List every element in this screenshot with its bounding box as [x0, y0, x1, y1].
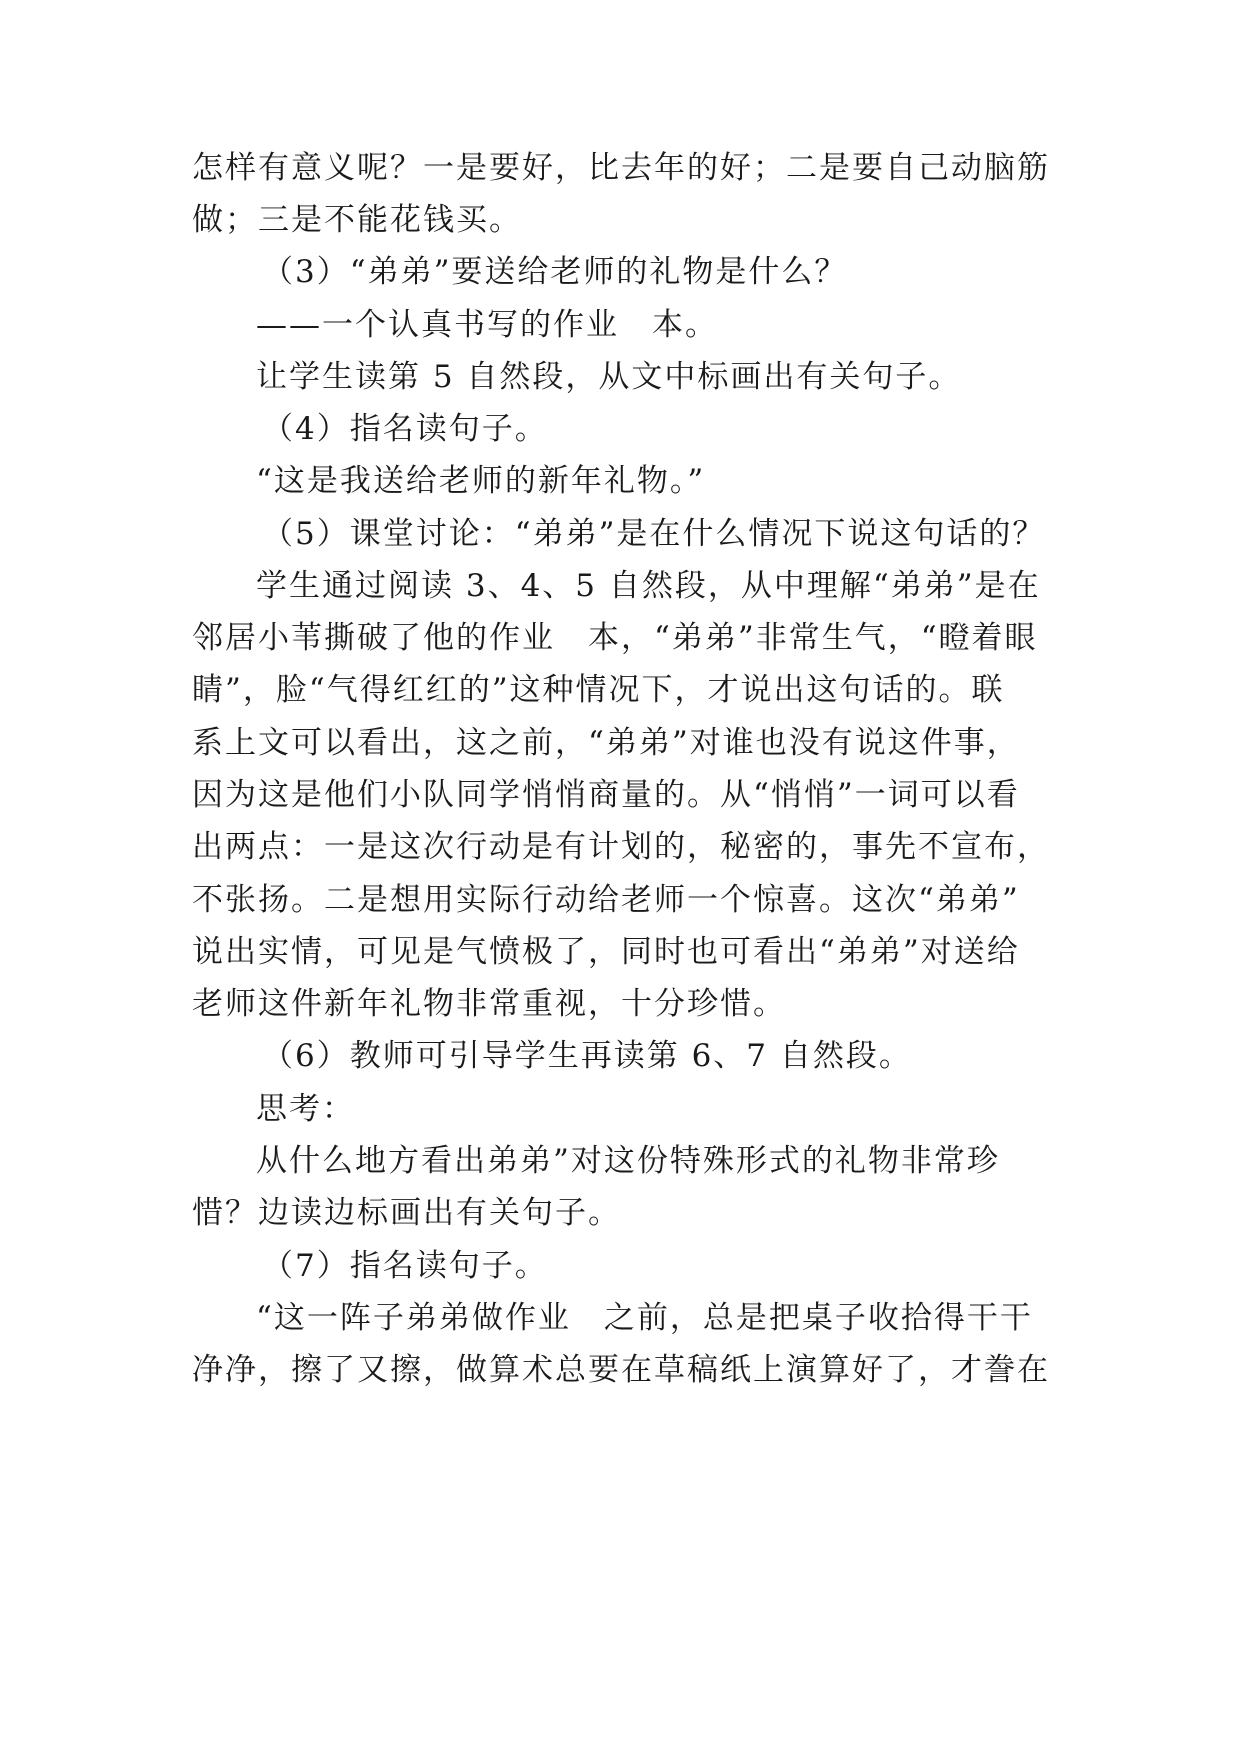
text-line: 做；三是不能花钱买。: [192, 202, 522, 238]
text-line: 惜？边读边标画出有关句子。: [192, 1195, 621, 1231]
text-line: （6）教师可引导学生再读第 6、7 自然段。: [262, 1038, 912, 1074]
text-line: （7）指名读句子。: [262, 1248, 548, 1284]
text-line: 邻居小苇撕破了他的作业 本，“弟弟”非常生气，“瞪着眼: [192, 620, 1038, 656]
text-line: 思考：: [256, 1091, 355, 1127]
text-line: 学生通过阅读 3、4、5 自然段，从中理解“弟弟”是在: [256, 568, 1041, 604]
text-line: 让学生读第 5 自然段，从文中标画出有关句子。: [256, 359, 962, 395]
text-line: 因为这是他们小队同学悄悄商量的。从“悄悄”一词可以看: [192, 777, 1020, 813]
text-line: 说出实情，可见是气愤极了，同时也可看出“弟弟”对送给: [192, 934, 1020, 970]
text-line: “这是我送给老师的新年礼物。”: [256, 463, 706, 499]
text-line: 不张扬。二是想用实际行动给老师一个惊喜。这次“弟弟”: [192, 882, 1020, 918]
text-line: （3）“弟弟”要送给老师的礼物是什么？: [262, 254, 848, 290]
text-line: 系上文可以看出，这之前，“弟弟”对谁也没有说这件事，: [192, 725, 1020, 761]
text-line: 怎样有意义呢？一是要好，比去年的好；二是要自己动脑筋: [192, 150, 1050, 186]
text-line: （5）课堂讨论：“弟弟”是在什么情况下说这句话的？: [262, 516, 1046, 552]
text-line: 净净，擦了又擦，做算术总要在草稿纸上演算好了，才誊在: [192, 1352, 1050, 1388]
text-line: 出两点：一是这次行动是有计划的，秘密的，事先不宣布，: [192, 829, 1050, 865]
text-line: （4）指名读句子。: [262, 411, 548, 447]
text-line: 老师这件新年礼物非常重视，十分珍惜。: [192, 986, 786, 1022]
text-line: 睛”，脸“气得红红的”这种情况下，才说出这句话的。联: [192, 672, 1005, 708]
text-line: 从什么地方看出弟弟”对这份特殊形式的礼物非常珍: [256, 1143, 1000, 1179]
text-line: ——一个认真书写的作业 本。: [256, 307, 718, 343]
text-line: “这一阵子弟弟做作业 之前，总是把桌子收拾得干干: [256, 1300, 1033, 1336]
